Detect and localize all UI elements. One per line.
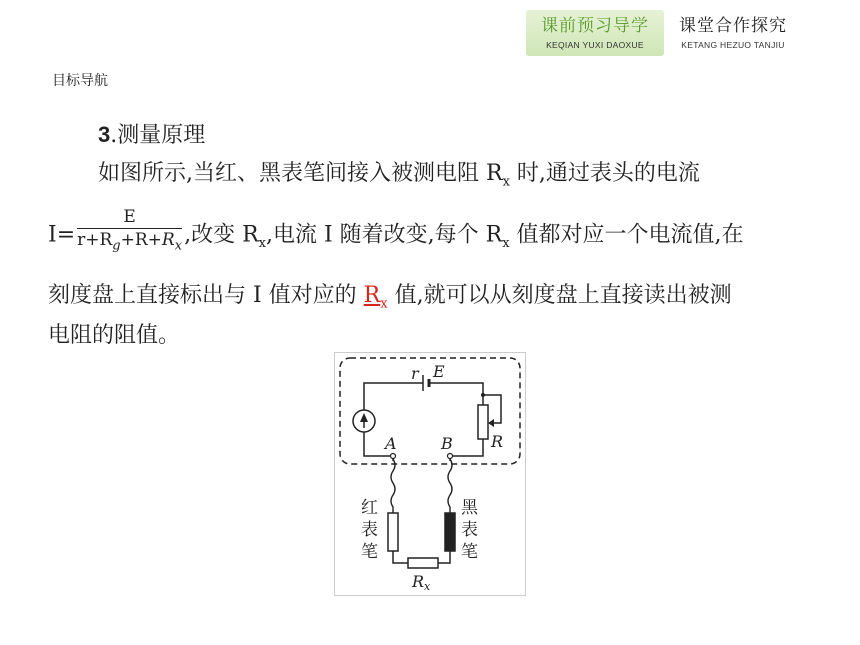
label-rheostat: R [491, 432, 504, 451]
wire [438, 551, 450, 563]
subscript: x [502, 174, 510, 190]
label-red-pen-2: 表 [361, 520, 378, 540]
tab-label: 课堂合作探究 [679, 16, 787, 36]
answer-blank [363, 283, 388, 312]
tab-keqian-yuxi[interactable] [526, 10, 664, 56]
header-tabs [526, 10, 802, 56]
text: 值都对应一个电流值,在 [509, 222, 744, 248]
text: 值,就可以从刻度盘上直接读出被测 [387, 283, 732, 308]
paragraph-line-1 [98, 156, 700, 189]
text: R [161, 230, 175, 250]
wire [393, 551, 408, 563]
tab-sublabel: KETANG HEZUO TANJIU [681, 40, 785, 50]
text: R [363, 283, 381, 308]
resistor-rx-icon [408, 558, 438, 568]
red-lead-wire [391, 459, 395, 513]
label-red-pen-1: 红 [361, 498, 378, 518]
subscript: x [502, 236, 510, 252]
text: 如图所示,当红、黑表笔间接入被测电阻 R [98, 161, 503, 186]
red-pen-icon [388, 513, 398, 551]
wire [364, 383, 423, 411]
tab-sublabel: KEQIAN YUXI DAOXUE [546, 40, 644, 50]
wire [450, 439, 483, 461]
text: 刻度盘上直接标出与 I 值对应的 [48, 283, 364, 308]
label-e: E [433, 362, 445, 381]
label-red-pen-3: 笔 [361, 542, 378, 562]
tab-ketang-hezuo[interactable] [664, 10, 802, 56]
formula-lhs: I= [48, 222, 76, 248]
text: ,电流 I 随着改变,每个 R [265, 222, 503, 248]
terminal-a [391, 454, 396, 459]
label-rx [411, 572, 431, 593]
rheostat-icon [478, 405, 488, 439]
label-black-pen-1: 黑 [461, 498, 478, 518]
label-rx-main: R [412, 572, 425, 591]
tab-label: 课前预习导学 [541, 16, 649, 36]
black-lead-wire [448, 459, 452, 513]
fraction-denominator [77, 229, 182, 257]
subscript: x [380, 296, 388, 312]
circuit-diagram [334, 352, 526, 596]
fraction-numerator: E [77, 206, 182, 229]
formula-line [48, 207, 744, 261]
section-number: 3 [98, 122, 111, 147]
slider-arrow-icon [488, 419, 494, 427]
subscript: g [112, 238, 121, 254]
text: 时,通过表头的电流 [509, 161, 700, 186]
subscript: x [174, 238, 183, 254]
section-title: .测量原理 [110, 123, 206, 148]
section-heading [98, 118, 205, 149]
wire [429, 383, 483, 395]
text: +R+ [120, 230, 162, 250]
paragraph-line-4: 电阻的阻值。 [48, 323, 181, 348]
label-a: A [385, 434, 397, 453]
text: r+R [77, 230, 113, 250]
label-black-pen-3: 笔 [461, 542, 478, 562]
black-pen-icon [445, 513, 455, 551]
paragraph-line-3 [48, 278, 732, 311]
text: ,改变 R [184, 222, 259, 248]
label-rx-sub: x [424, 580, 431, 593]
label-black-pen-2: 表 [461, 520, 478, 540]
label-r: r [411, 364, 419, 383]
label-b: B [441, 434, 453, 453]
terminal-b [448, 454, 453, 459]
fraction [77, 206, 182, 257]
subscript: x [258, 236, 266, 252]
nav-label[interactable]: 目标导航 [52, 73, 108, 89]
circuit-svg [335, 353, 525, 595]
